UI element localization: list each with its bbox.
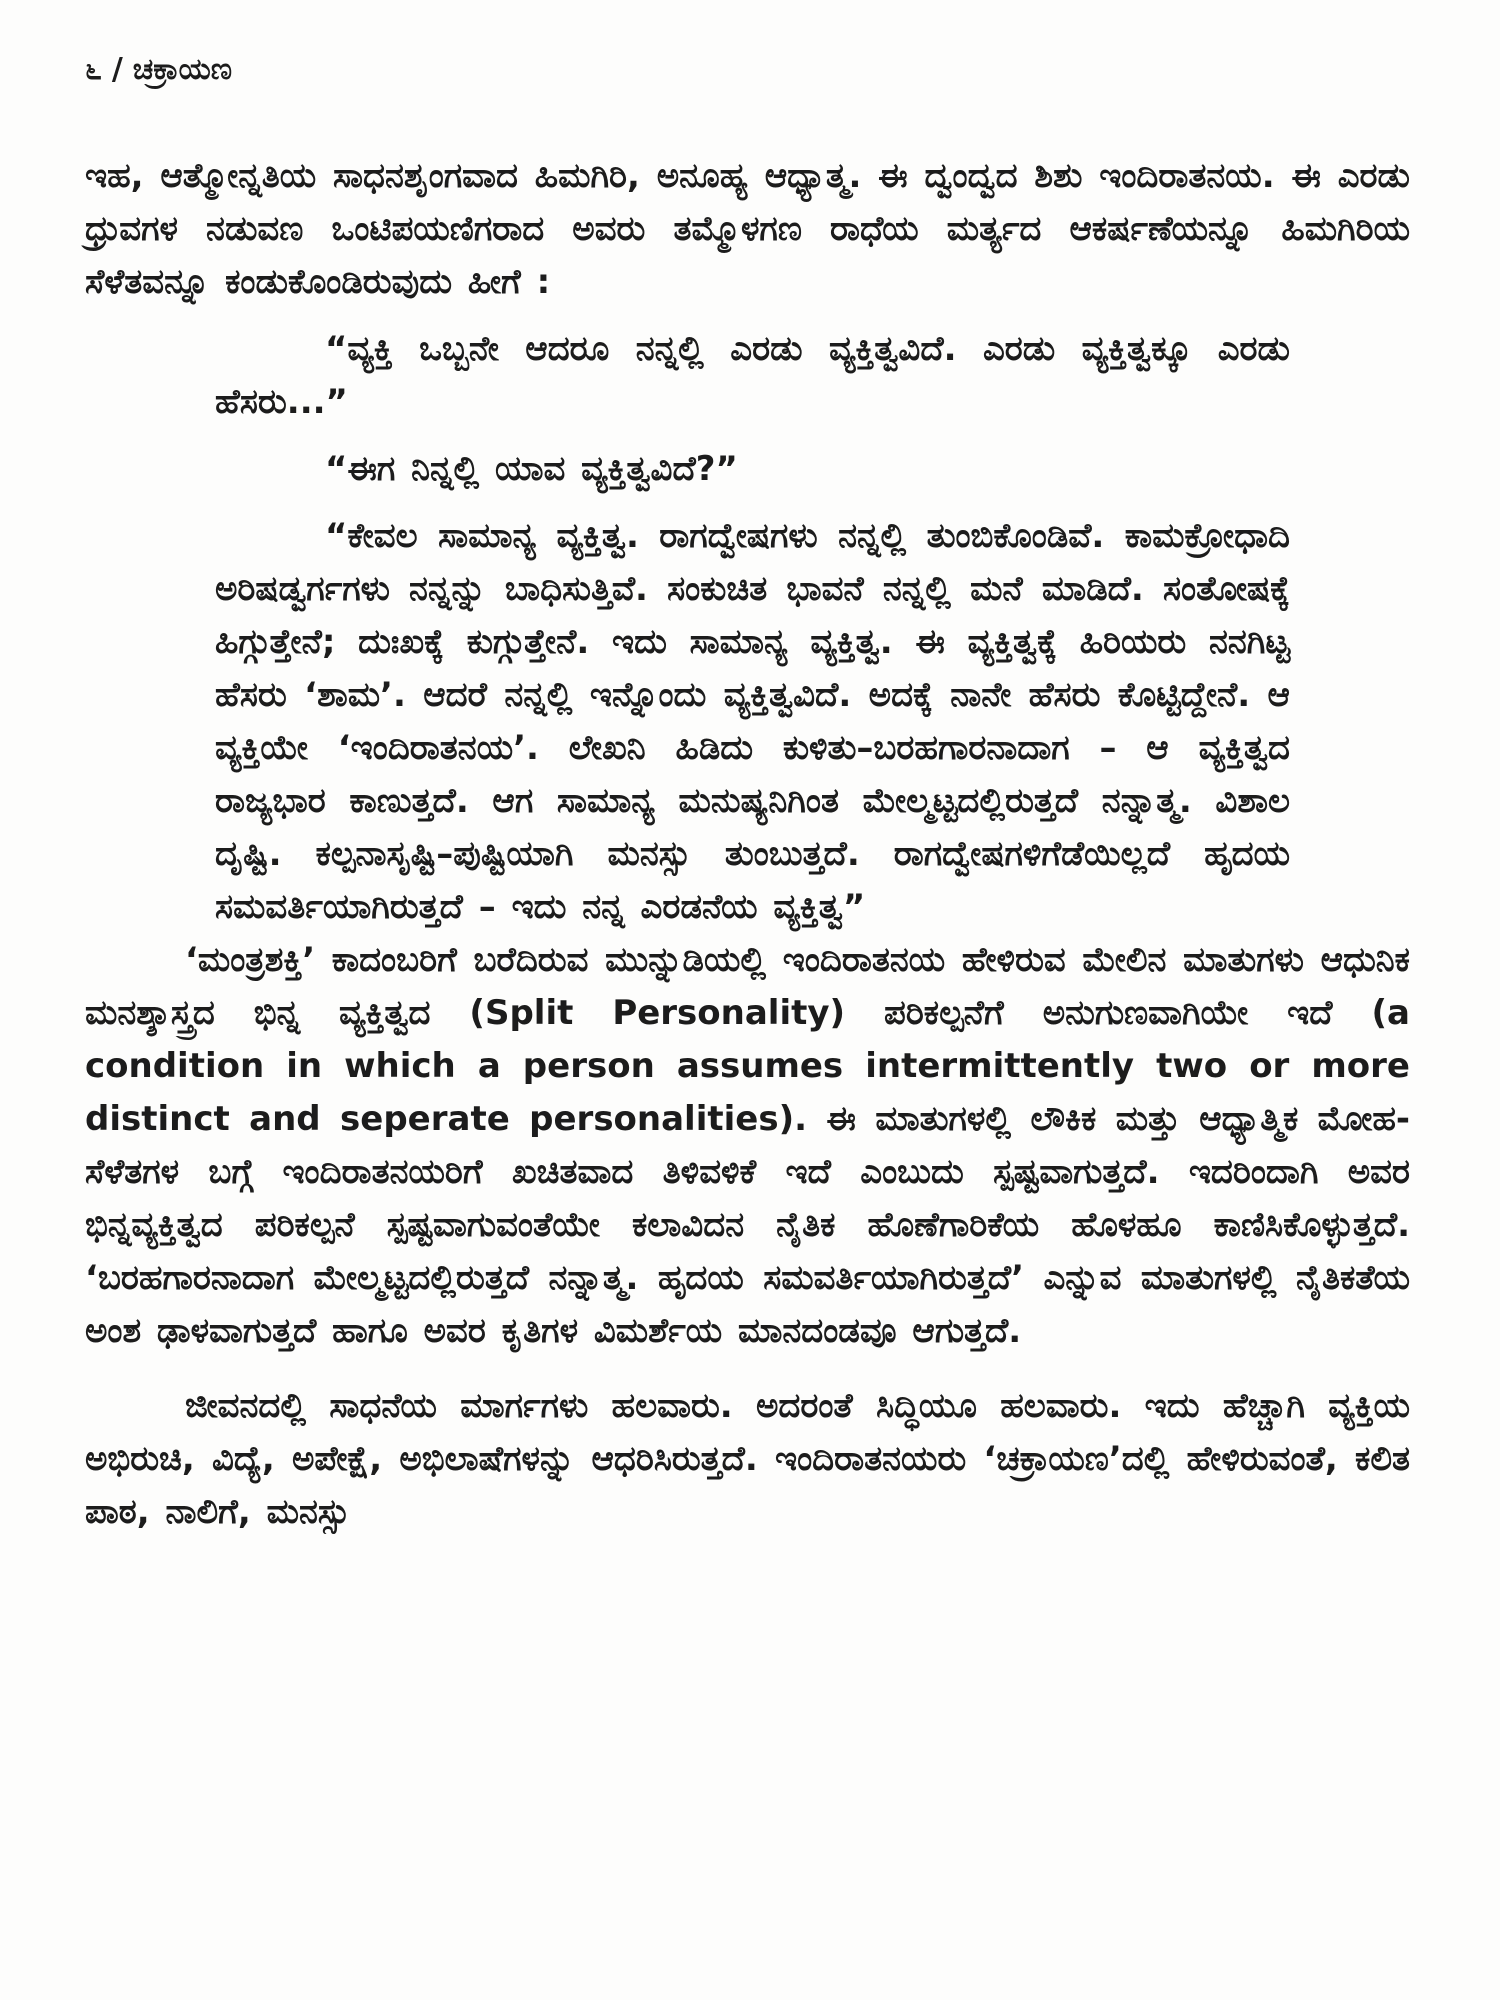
quote-2: “ಈಗ ನಿನ್ನಲ್ಲಿ ಯಾವ ವ್ಯಕ್ತಿತ್ವವಿದೆ?” [325,449,738,489]
intro-paragraph: ಇಹ, ಆತ್ಮೋನ್ನತಿಯ ಸಾಧನಶೃಂಗವಾದ ಹಿಮಗಿರಿ, ಅನೂಹ್ಯ ಆಧ್ಯಾತ್ಮ. ಈ ದ್ವಂದ್ವದ ಶಿಶು ಇಂದಿರಾತನಯ. ಈ ಎರಡು ಧ್ರುವಗಳ ನಡುವಣ ಒಂಟಿಪಯಣಿಗರಾದ ಅವರು ತಮ್ಮೊಳಗಣ ರಾಧೆಯ ಮರ್ತ್ಯದ ಆಕರ್ಷಣೆಯನ್ನೂ ಹಿಮಗಿರಿಯ ಸೆಳೆತವನ್ನೂ ಕಂಡುಕೊಂಡಿರುವುದು ಹೀಗೆ : [85,156,1410,302]
quote-3: “ಕೇವಲ ಸಾಮಾನ್ಯ ವ್ಯಕ್ತಿತ್ವ. ರಾಗದ್ವೇಷಗಳು ನನ್ನಲ್ಲಿ ತುಂಬಿಕೊಂಡಿವೆ. ಕಾಮಕ್ರೋಧಾದಿ ಅರಿಷಡ್ವರ್ಗಗಳು ನನ್ನನ್ನು ಬಾಧಿಸುತ್ತಿವೆ. ಸಂಕುಚಿತ ಭಾವನೆ ನನ್ನಲ್ಲಿ ಮನೆ ಮಾಡಿದೆ. ಸಂತೋಷಕ್ಕೆ ಹಿಗ್ಗುತ್ತೇನೆ; ದುಃಖಕ್ಕೆ ಕುಗ್ಗುತ್ತೇನೆ. ಇದು ಸಾಮಾನ್ಯ ವ್ಯಕ್ತಿತ್ವ. ಈ ವ್ಯಕ್ತಿತ್ವಕ್ಕೆ ಹಿರಿಯರು ನನಗಿಟ್ಟ ಹೆಸರು ‘ಶಾಮ’. ಆದರೆ ನನ್ನಲ್ಲಿ ಇನ್ನೊಂದು ವ್ಯಕ್ತಿತ್ವವಿದೆ. ಅದಕ್ಕೆ ನಾನೇ ಹೆಸರು ಕೊಟ್ಟಿದ್ದೇನೆ. ಆ ವ್ಯಕ್ತಿಯೇ ‘ಇಂದಿರಾತನಯ’. ಲೇಖನಿ ಹಿಡಿದು ಕುಳಿತು–ಬರಹಗಾರನಾದಾಗ – ಆ ವ್ಯಕ್ತಿತ್ವದ ರಾಜ್ಯಭಾರ ಕಾಣುತ್ತದೆ. ಆಗ ಸಾಮಾನ್ಯ ಮನುಷ್ಯನಿಗಿಂತ ಮೇಲ್ಮಟ್ಟದಲ್ಲಿರುತ್ತದೆ ನನ್ನಾತ್ಮ. ವಿಶಾಲ ದೃಷ್ಟಿ. ಕಲ್ಪನಾಸೃಷ್ಟಿ–ಪುಷ್ಟಿಯಾಗಿ ಮನಸ್ಸು ತುಂಬುತ್ತದೆ. ರಾಗದ್ವೇಷಗಳಿಗೆಡೆಯಿಲ್ಲದೆ ಹೃದಯ ಸಮವರ್ತಿಯಾಗಿರುತ್ತದೆ – ಇದು ನನ್ನ ಎರಡನೆಯ ವ್ಯಕ್ತಿತ್ವ” [215,516,1290,927]
quote-1: “ವ್ಯಕ್ತಿ ಒಬ್ಬನೇ ಆದರೂ ನನ್ನಲ್ಲಿ ಎರಡು ವ್ಯಕ್ತಿತ್ವವಿದೆ. ಎರಡು ವ್ಯಕ್ತಿತ್ವಕ್ಕೂ ಎರಡು ಹೆಸರು...” [215,329,1290,422]
body-text [85,150,1410,1539]
spacer [85,1358,1410,1380]
analysis-paragraph: ‘ಮಂತ್ರಶಕ್ತಿ’ ಕಾದಂಬರಿಗೆ ಬರೆದಿರುವ ಮುನ್ನುಡಿಯಲ್ಲಿ ಇಂದಿರಾತನಯ ಹೇಳಿರುವ ಮೇಲಿನ ಮಾತುಗಳು ಆಧುನಿಕ ಮನಶ್ಶಾಸ್ತ್ರದ ಭಿನ್ನ ವ್ಯಕ್ತಿತ್ವದ (Split Personality) ಪರಿಕಲ್ಪನೆಗೆ ಅನುಗುಣವಾಗಿಯೇ ಇದೆ (a condition in which a person assumes intermittently two or more distinct and seperate personalities). ಈ ಮಾತುಗಳಲ್ಲಿ ಲೌಕಿಕ ಮತ್ತು ಆಧ್ಯಾತ್ಮಿಕ ಮೋಹ-ಸೆಳೆತಗಳ ಬಗ್ಗೆ ಇಂದಿರಾತನಯರಿಗೆ ಖಚಿತವಾದ ತಿಳಿವಳಿಕೆ ಇದೆ ಎಂಬುದು ಸ್ಪಷ್ಟವಾಗುತ್ತದೆ. ಇದರಿಂದಾಗಿ ಅವರ ಭಿನ್ನವ್ಯಕ್ತಿತ್ವದ ಪರಿಕಲ್ಪನೆ ಸ್ಪಷ್ಟವಾಗುವಂತೆಯೇ ಕಲಾವಿದನ ನೈತಿಕ ಹೊಣೆಗಾರಿಕೆಯ ಹೊಳಹೂ ಕಾಣಿಸಿಕೊಳ್ಳುತ್ತದೆ. ‘ಬರಹಗಾರನಾದಾಗ ಮೇಲ್ಮಟ್ಟದಲ್ಲಿರುತ್ತದೆ ನನ್ನಾತ್ಮ. ಹೃದಯ ಸಮವರ್ತಿಯಾಗಿರುತ್ತದೆ’ ಎನ್ನುವ ಮಾತುಗಳಲ್ಲಿ ನೈತಿಕತೆಯ ಅಂಶ ಢಾಳವಾಗುತ್ತದೆ ಹಾಗೂ ಅವರ ಕೃತಿಗಳ ವಿಮರ್ಶೆಯ ಮಾನದಂಡವೂ ಆಗುತ್ತದೆ. [85,940,1410,1351]
spacer [85,496,1410,510]
closing-paragraph: ಜೀವನದಲ್ಲಿ ಸಾಧನೆಯ ಮಾರ್ಗಗಳು ಹಲವಾರು. ಅದರಂತೆ ಸಿದ್ಧಿಯೂ ಹಲವಾರು. ಇದು ಹೆಚ್ಚಾಗಿ ವ್ಯಕ್ತಿಯ ಅಭಿರುಚಿ, ವಿದ್ಯೆ, ಅಪೇಕ್ಷೆ, ಅಭಿಲಾಷೆಗಳನ್ನು ಆಧರಿಸಿರುತ್ತದೆ. ಇಂದಿರಾತನಯರು ‘ಚಕ್ರಾಯಣ’ದಲ್ಲಿ ಹೇಳಿರುವಂತೆ, ಕಲಿತ ಪಾಠ, ನಾಲಿಗೆ, ಮನಸ್ಸು [85,1386,1410,1532]
spacer [85,429,1410,443]
book-title: ಚಕ್ರಾಯಣ [132,52,233,87]
running-head-separator: / [111,52,123,87]
running-head [85,52,232,87]
page-number: ೬ [85,52,102,87]
spacer [85,309,1410,323]
